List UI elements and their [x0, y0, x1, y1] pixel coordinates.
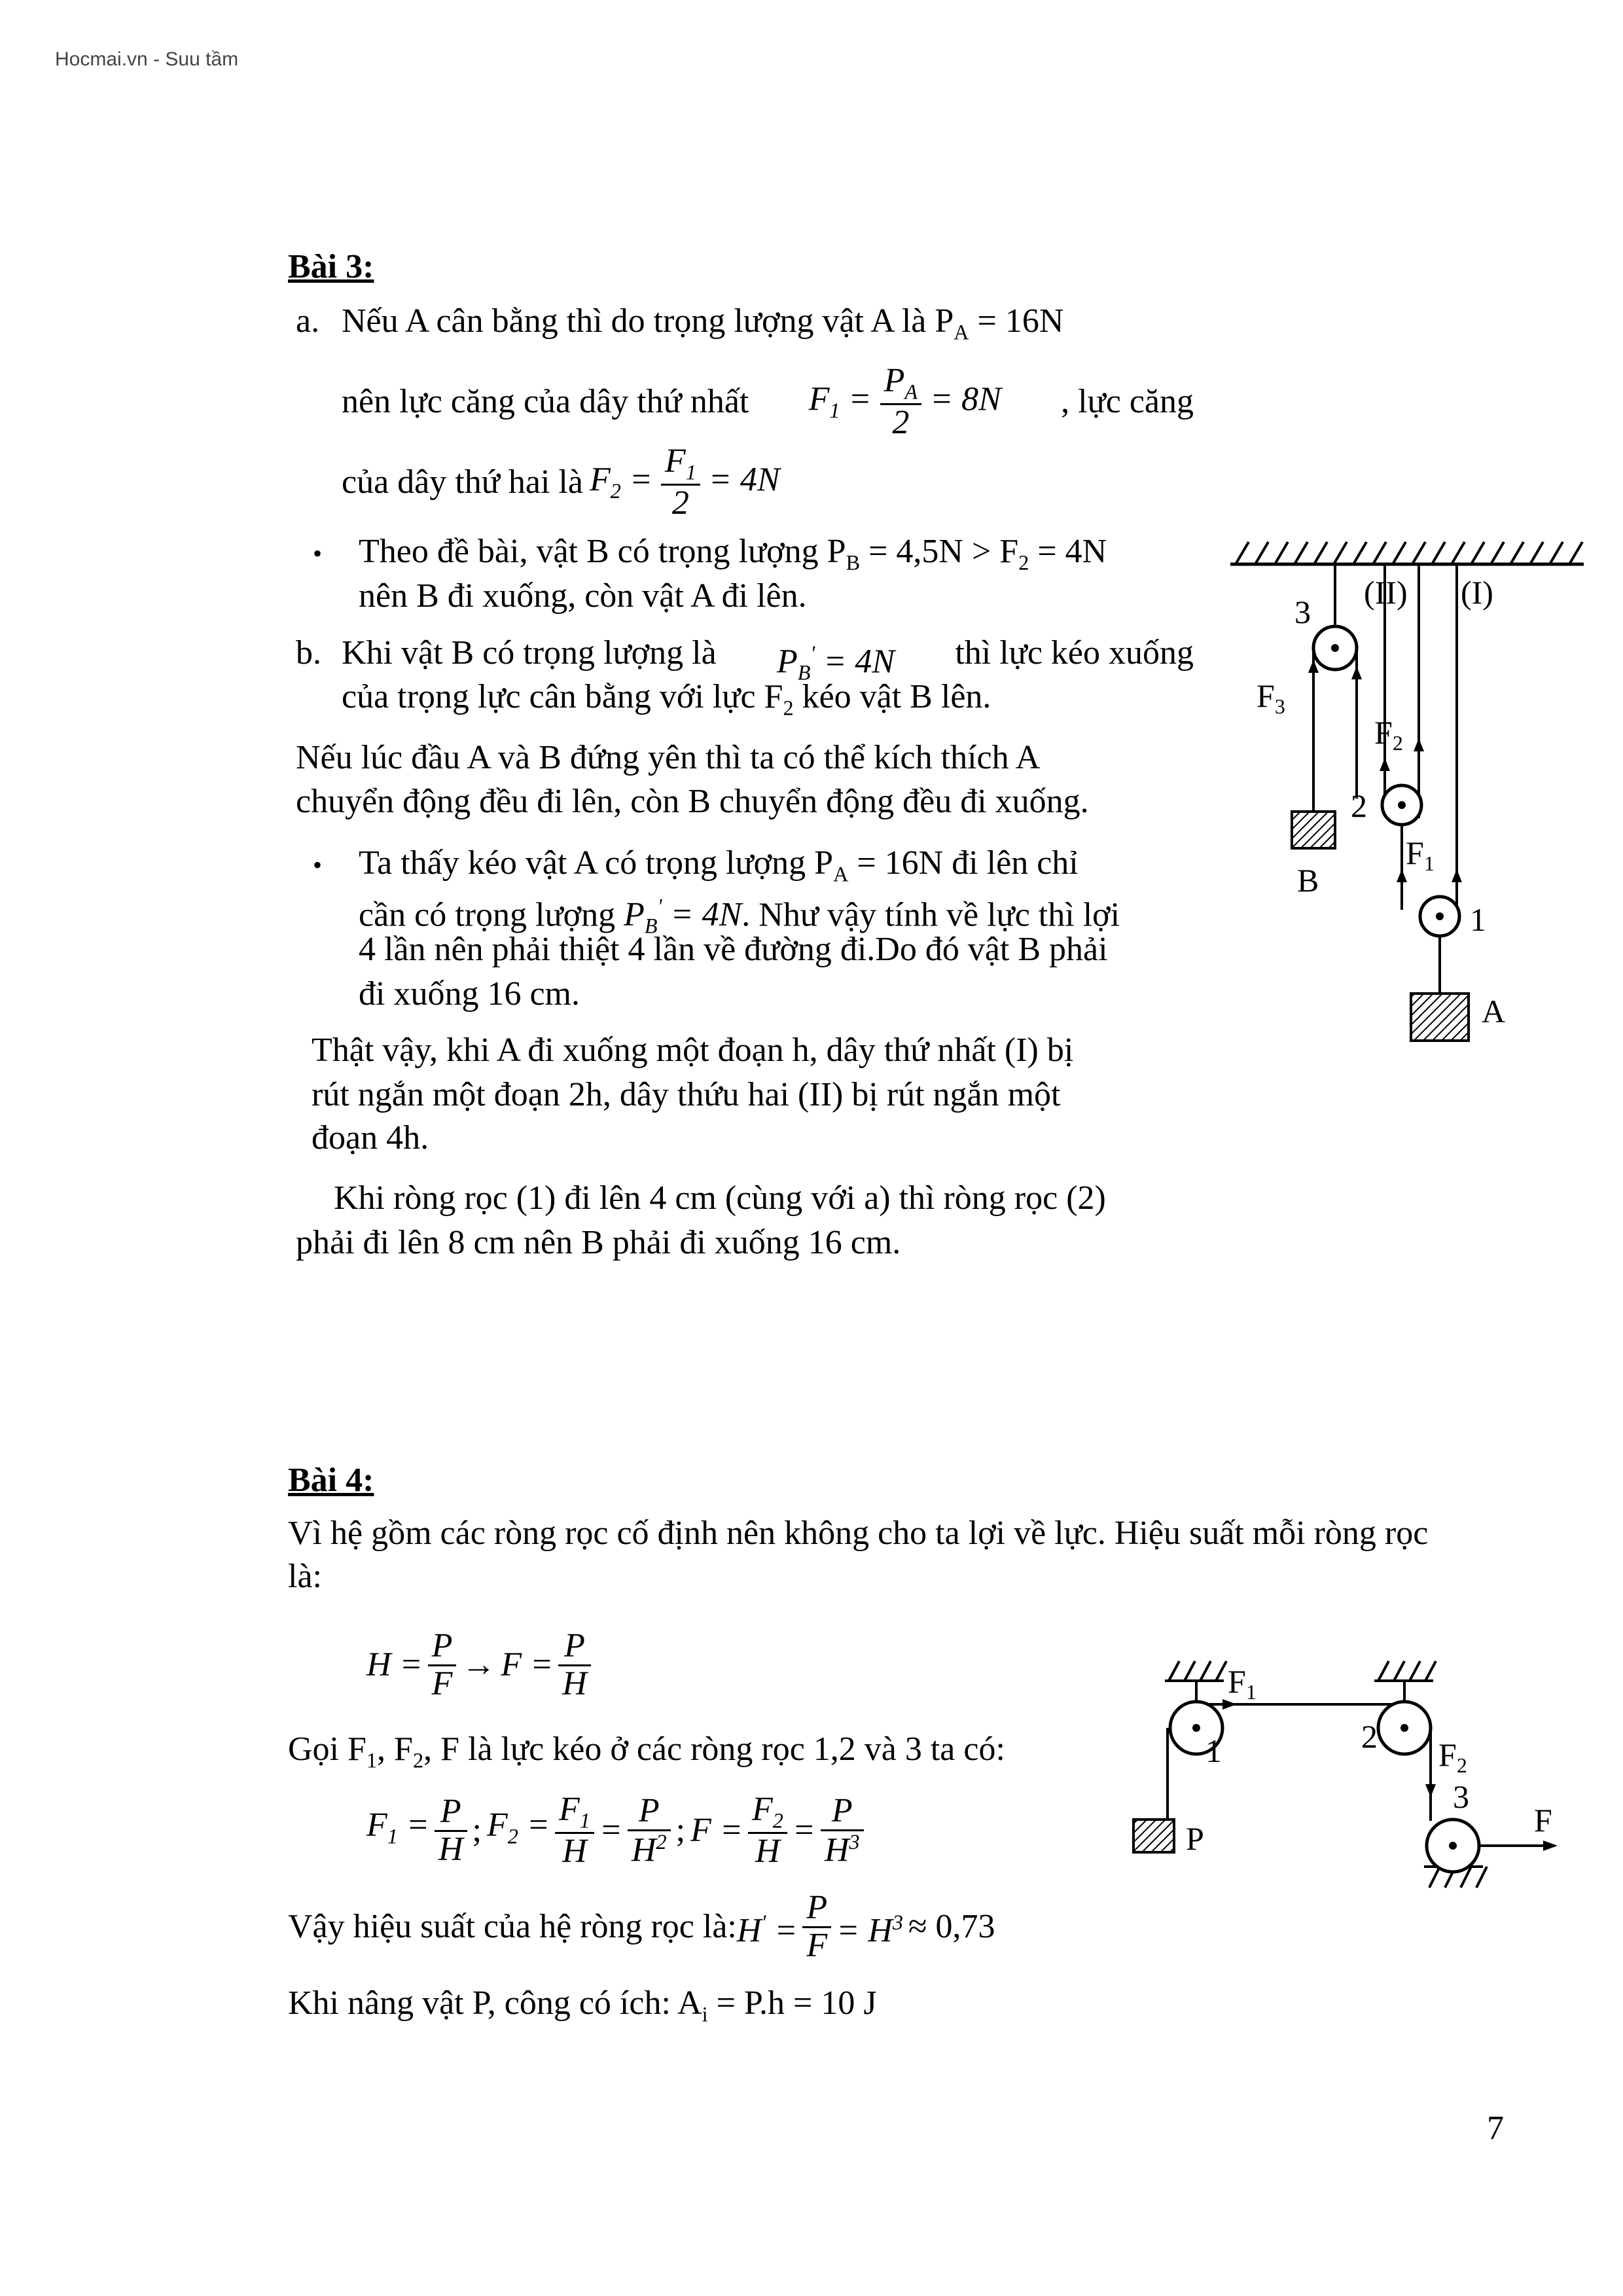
pulley-diagram-bai4 — [1113, 1649, 1584, 1937]
label-B: B — [1297, 862, 1319, 899]
bai3-para1-line2: chuyển động đều đi lên, còn B chuyển động đều đi xuống. — [296, 783, 1089, 820]
bai3-para1-line1: Nếu lúc đầu A và B đứng yên thì ta có thể kích thích A — [296, 739, 1041, 776]
pulley-3 — [1313, 626, 1357, 670]
bai3-a-marker: a. — [296, 302, 320, 340]
bai3-bullet2-line2: cần có trọng lượng $P_B' = 4N$. Như vậy tính về lực thì lợi — [359, 895, 1120, 938]
label-3: 3 — [1294, 594, 1311, 630]
label-3: 3 — [1453, 1778, 1469, 1815]
eq-PB-prime-2: $P_B' = 4N$ — [624, 895, 742, 938]
label-F2: $F_2$ — [1374, 714, 1403, 755]
bai3-bullet2-line3: 4 lần nên phải thiệt 4 lần về đường đi.Do đó vật B phải — [359, 931, 1108, 968]
bai3-b-line1: Khi vật B có trọng lượng là $P_B' = 4N$ thì lực kéo xuống — [342, 632, 1194, 694]
block-P — [1133, 1820, 1174, 1852]
bai3-title: Bài 3: — [288, 248, 374, 285]
label-II: (II) — [1364, 574, 1408, 611]
bai3-bullet2-line1: Ta thấy kéo vật A có trọng lượng $P_A = 16N$ đi lên chỉ — [359, 844, 1079, 886]
bai3-para3-line2: phải đi lên 8 cm nên B phải đi xuống 16 cm. — [296, 1224, 901, 1261]
bai3-para3-line1: Khi ròng rọc (1) đi lên 4 cm (cùng với a) thì ròng rọc (2) — [334, 1179, 1106, 1217]
block-B — [1292, 812, 1335, 848]
bai4-line5: Khi nâng vật P, công có ích: $A_i = P.h = 10$ J — [288, 1984, 877, 2026]
label-F1: $F_1$ — [1228, 1663, 1257, 1704]
label-I: (I) — [1461, 574, 1493, 611]
bai4-eq2: $F_1$ = $\frac{P}{H}$ ; $F_2$ = $\frac{F_1}{H}$ = $\frac{P}{H^2}$ ; F = $\frac{F_2}{H}$ = $\frac{P}{H^3}$ — [366, 1792, 864, 1870]
bullet-icon: • — [313, 850, 323, 880]
frac-PA-2: $\frac{P_A}{2}$ — [880, 363, 921, 441]
label-F: F — [1534, 1802, 1552, 1839]
pulley-2 — [1382, 785, 1421, 825]
bai3-bullet2-line4: đi xuống 16 cm. — [359, 975, 580, 1013]
pulley-diagram-bai3 — [1217, 524, 1597, 1060]
bai3-para2-line1: Thật vậy, khi A đi xuống một đoạn h, dây thứ nhất (I) bị — [312, 1031, 1074, 1069]
label-F2: $F_2$ — [1438, 1736, 1467, 1777]
bai3-bullet1-line2: nên B đi xuống, còn vật A đi lên. — [359, 577, 807, 615]
label-2: 2 — [1351, 787, 1367, 824]
bullet-icon: • — [313, 539, 323, 568]
pulley-1 — [1420, 897, 1459, 936]
label-1: 1 — [1205, 1732, 1222, 1769]
page-number: 7 — [1487, 2109, 1504, 2147]
block-A — [1411, 994, 1469, 1041]
bai3-para2-line2: rút ngắn một đoạn 2h, dây thứu hai (II) bị rút ngắn một — [312, 1076, 1061, 1113]
watermark: Hocmai.vn - Suu tầm — [55, 48, 239, 70]
eq-F2: $F_2$ = $\frac{F_1}{2}$ = 4N — [589, 442, 780, 522]
bai3-b-line2: của trọng lực cân bằng với lực $F_2$ kéo vật B lên. — [342, 678, 991, 720]
label-2: 2 — [1361, 1718, 1378, 1755]
bai3-bullet1-line1: Theo đề bài, vật B có trọng lượng $P_B = 4,5N > F_2 = 4N$ — [359, 533, 1107, 575]
label-A: A — [1482, 993, 1506, 1030]
label-F1: $F_1$ — [1406, 834, 1435, 875]
bai4-line2: là: — [288, 1558, 322, 1595]
bai3-a-line2: nên lực căng của dây thứ nhất $F_1$ = $\frac{P_A}{2}$ = 8N , lực căng — [342, 362, 1194, 442]
label-P: P — [1186, 1820, 1204, 1857]
frac-F1-2: $\frac{F_1}{2}$ — [661, 444, 700, 522]
bai4-eq1: H = $\frac{P}{F}$ → F = $\frac{P}{H}$ — [366, 1628, 591, 1702]
bai3-b-marker: b. — [296, 634, 321, 672]
eq-PB-prime: $P_B' = 4N$ — [776, 641, 895, 685]
bai3-a-line3: của dây thứ hai là $F_2$ = $\frac{F_1}{2}$ = 4N — [342, 442, 780, 522]
bai4-line4: Vậy hiệu suất của hệ ròng rọc là: H' = $\frac{P}{F}$ = $H^3$ ≈ 0,73 — [288, 1889, 995, 1964]
bai4-title: Bài 4: — [288, 1462, 374, 1499]
label-1: 1 — [1470, 901, 1486, 938]
ceiling — [1230, 542, 1584, 564]
bai4-line3: Gọi $F_1$, $F_2$, F là lực kéo ở các ròng rọc 1,2 và 3 ta có: — [288, 1731, 1005, 1772]
bai4-line1: Vì hệ gồm các ròng rọc cố định nên không cho ta lợi về lực. Hiệu suất mỗi ròng rọc — [288, 1515, 1429, 1552]
pulley-3 — [1427, 1820, 1479, 1872]
bai3-a-line1: Nếu A cân bằng thì do trọng lượng vật A là $P_A = 16N$ — [342, 302, 1064, 344]
pulley-2 — [1378, 1702, 1431, 1754]
eq-F1: $F_1$ = $\frac{P_A}{2}$ = 8N — [808, 362, 1001, 442]
label-F3: $F_3$ — [1257, 677, 1285, 718]
bai3-para2-line3: đoạn 4h. — [312, 1119, 429, 1157]
